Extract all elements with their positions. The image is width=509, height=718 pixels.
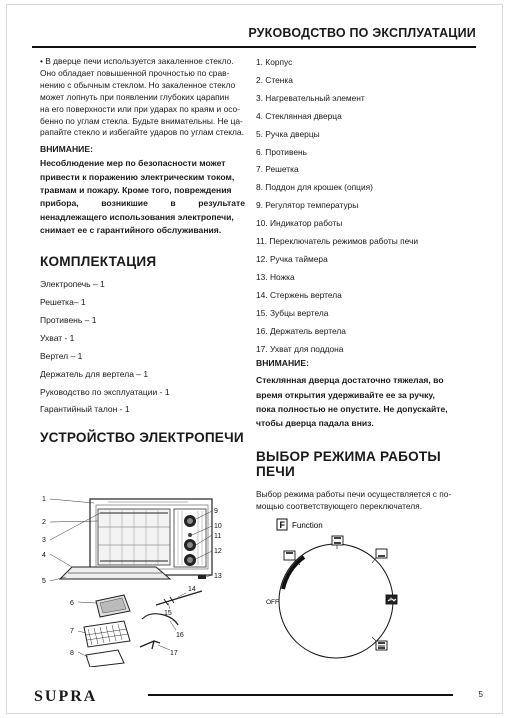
right-warning-text: [256, 373, 467, 430]
parts-item: 6. Противень: [256, 146, 307, 157]
kit-item: Вертел – 1: [40, 350, 83, 361]
left-warning-line: травмам и пожару. Кроме того, повреждения: [40, 184, 232, 195]
parts-item: 5. Ручка дверцы: [256, 128, 320, 139]
left-warning-line: ненадлежащего использования электропечи,: [40, 211, 234, 222]
parts-item: 2. Стенка: [256, 74, 293, 85]
diagram-label: 2: [42, 519, 46, 526]
parts-item: 1. Корпус: [256, 57, 293, 67]
diagram-label: 4: [42, 552, 46, 559]
diagram-label: 14: [188, 586, 196, 593]
parts-item: 4. Стеклянная дверца: [256, 110, 342, 121]
glass-note-line: бенно по углам стекла. Будьте внимательны. Не ца-: [40, 115, 243, 126]
parts-item: 12. Ручка таймера: [256, 253, 328, 264]
parts-item: 17. Ухват для поддона: [256, 343, 344, 354]
parts-item: 9. Регулятор температуры: [256, 200, 359, 211]
rotisserie-mode-icon: [376, 641, 387, 650]
diagram-label: 6: [70, 600, 74, 607]
diagram-label: 3: [42, 537, 46, 544]
kit-item: Противень – 1: [40, 314, 97, 325]
parts-item: 14. Стержень вертела: [256, 289, 342, 300]
power-indicator-icon: [188, 533, 192, 537]
mode-intro: [256, 488, 467, 512]
kit-list: [40, 276, 245, 419]
kit-item: Руководство по эксплуатации - 1: [40, 386, 170, 397]
parts-item: 10. Индикатор работы: [256, 218, 343, 229]
spit-holder-icon: [142, 614, 178, 625]
parts-item: 3. Нагревательный элемент: [256, 92, 365, 103]
glass-note-line: рапайте стекло и избегайте ударов по углам стекла.: [40, 127, 244, 138]
tray-handle-icon: [140, 641, 160, 649]
left-warning-line: снимает ее с гарантийного обслуживания.: [40, 224, 222, 235]
function-label: Function: [292, 521, 323, 530]
mode-intro-line: мощью соответствующего переключателя.: [256, 501, 423, 512]
left-warning-text: [40, 157, 245, 237]
glass-note-line: нению с обычным стеклом. Но закаленное стекло: [40, 79, 236, 90]
diagram-label: 10: [214, 523, 222, 530]
right-warning-line: пока полностью не опустите. Не допускайте,: [256, 403, 448, 414]
right-warning-line: время открытия удерживайте ее за ручку,: [256, 389, 435, 400]
glass-note-line: на его поверхности или при ударах по краям и осо-: [40, 103, 240, 114]
parts-item: 11. Переключатель режимов работы печи: [256, 236, 419, 247]
glass-note-line: может лопнуть при появлении глубоких царапин: [40, 91, 229, 102]
crumb-tray-icon: [86, 650, 124, 667]
brand-logo: SUPRA: [34, 688, 98, 705]
kit-item: Решетка– 1: [40, 297, 86, 308]
diagram-label: 8: [70, 650, 74, 657]
warning-word: в: [170, 198, 176, 209]
left-warning-line: привести к поражению электрическим током,: [40, 171, 235, 182]
mode-heading: ВЫБОР РЕЖИМА РАБОТЫ ПЕЧИ: [256, 449, 441, 480]
diagram-label: 12: [214, 548, 222, 555]
grill-mode-icon: [386, 595, 397, 604]
parts-item: 8. Поддон для крошек (опция): [256, 182, 373, 193]
diagram-label: 17: [170, 650, 178, 657]
warning-word: результате: [198, 198, 245, 209]
kit-item: Электропечь – 1: [40, 279, 105, 290]
diagram-label: 9: [214, 508, 218, 515]
right-column: [256, 56, 467, 512]
oven-diagram: [38, 487, 250, 667]
kit-item: Держатель для вертела – 1: [40, 368, 149, 379]
left-warning-line: Несоблюдение мер по безопасности может: [40, 158, 226, 169]
mode-intro-line: Выбор режима работы печи осуществляется с по-: [256, 489, 452, 500]
kit-heading: КОМПЛЕКТАЦИЯ: [40, 254, 157, 270]
parts-item: 16. Держатель вертела: [256, 325, 346, 336]
bottom-heat-mode-icon: [376, 549, 387, 558]
function-dial: [262, 513, 470, 673]
glass-note-line: • В дверце печи используется закаленное стекло.: [40, 56, 234, 66]
left-warning-heading: ВНИМАНИЕ:: [40, 144, 93, 155]
top-bottom-heat-mode-icon: [332, 536, 343, 545]
diagram-label: 5: [42, 578, 46, 585]
diagram-label: 7: [70, 628, 74, 635]
warning-word: возникшие: [101, 198, 148, 209]
warning-word: прибора,: [40, 198, 79, 209]
header-rule: [32, 46, 476, 48]
right-warning-line: чтобы дверца падала вниз.: [256, 418, 374, 429]
wire-rack-icon: [84, 621, 130, 647]
rotisserie-spit-icon: [156, 591, 202, 605]
page-number: 5: [478, 690, 483, 699]
glass-note-line: Оно обладает повышенной прочностью по срав-: [40, 67, 230, 78]
diagram-label: 16: [176, 632, 184, 639]
diagram-label: 1: [42, 496, 46, 503]
parts-item: 13. Ножка: [256, 271, 295, 282]
kit-item: Ухват - 1: [40, 332, 75, 343]
parts-item: 7. Решетка: [256, 164, 299, 175]
right-warning-line: Стеклянная дверца достаточно тяжелая, во: [256, 375, 444, 386]
parts-item: 15. Зубцы вертела: [256, 307, 329, 318]
top-heat-mode-icon: [284, 551, 295, 560]
kit-item: Гарантийный талон - 1: [40, 404, 130, 415]
parts-list: [256, 54, 467, 358]
foot-icon: [198, 575, 206, 579]
header-title: РУКОВОДСТВО ПО ЭКСПЛУАТАЦИИ: [248, 26, 476, 40]
left-column: [40, 56, 245, 445]
diagram-label: 15: [164, 610, 172, 617]
device-heading: УСТРОЙСТВО ЭЛЕКТРОПЕЧИ: [40, 430, 244, 446]
glass-note: [40, 56, 245, 139]
left-warning-line: [40, 197, 245, 210]
right-warning-heading: ВНИМАНИЕ:: [256, 358, 309, 369]
diagram-label: 13: [214, 573, 222, 580]
footer-rule: [148, 694, 453, 696]
function-letter: F: [279, 520, 285, 530]
diagram-label: 11: [214, 533, 222, 540]
off-label: OFF: [266, 599, 279, 606]
